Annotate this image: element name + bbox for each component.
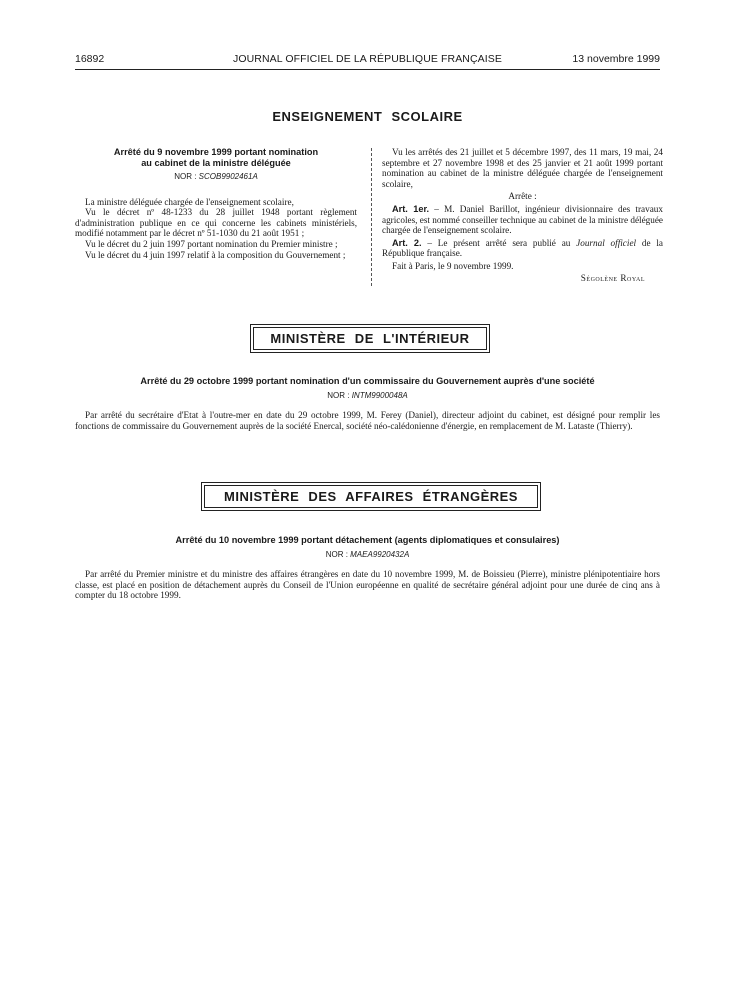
section-title-enseignement: ENSEIGNEMENT SCOLAIRE [272,109,463,124]
page-header [75,53,660,69]
right-column [382,147,663,283]
nor-label: NOR : [174,172,199,181]
column-divider [371,148,373,286]
article-2 [382,238,663,259]
paragraph: Vu le décret du 4 juin 1997 relatif à la composition du Gouvernement ; [85,249,346,260]
article-2-text-b: de la République française. [382,237,663,259]
decree-body-interieur: Par arrêté du secrétaire d'Etat à l'outre-mer en date du 29 octobre 1999, M. Ferey (Daniel), directeur adjoint du cabinet, est désigné pour remplir les fonctions de commissaire du Gouvernement auprès de la société Enercal, société néo-calédonienne d'énergie, en remplacement de M. Lataste (Thierry). [75,410,660,431]
article-2-italic: Journal officiel [576,237,637,248]
article-1-label: Art. 1er. [392,203,430,214]
nor-code: MAEA9920432A [350,550,410,559]
fait-line: Fait à Paris, le 9 novembre 1999. [392,260,514,271]
article-2-label: Art. 2. [392,237,422,248]
decree-body-affaires-etrangeres: Par arrêté du Premier ministre et du ministre des affaires étrangères en date du 10 novembre 1999, M. de Boissieu (Pierre), ministre plénipotentiaire hors classe, est placé en position de détachement auprès du Conseil de l'Union européenne en qualité de secrétaire général adjoint pour une durée de cinq ans à compter du 18 octobre 1999. [75,569,660,601]
nor-reference [75,550,660,559]
header-rule [75,69,660,70]
article-1-text: – M. Daniel Barillot, ingénieur divisionnaire des travaux agricoles, est nommé conseiller technique au cabinet de la ministre déléguée chargée de l'enseignement scolaire. [382,203,663,236]
left-column [75,147,357,260]
decree-title-interieur: Arrêté du 29 octobre 1999 portant nomination d'un commissaire du Gouvernement auprès d'une société [140,376,595,386]
nor-reference [75,391,660,400]
paragraph: Vu les arrêtés des 21 juillet et 5 décembre 1997, des 11 mars, 19 mai, 24 septembre et 27 novembre 1998 et des 25 janvier et 21 août 1999 portant nomination au cabinet de la ministre déléguée chargée de l'enseignement scolaire, [382,147,663,189]
decree-title-line2: au cabinet de la ministre déléguée [141,157,291,168]
nor-label: NOR : [325,550,351,559]
issue-date: 13 novembre 1999 [572,53,660,65]
nor-code: SCOB9902461A [198,172,258,181]
signature: Ségolène Royal [580,272,645,283]
journal-title: JOURNAL OFFICIEL DE LA RÉPUBLIQUE FRANÇAISE [233,53,502,65]
nor-code: INTM9900048A [351,391,408,400]
section-title-interieur: MINISTÈRE DE L'INTÉRIEUR [253,327,487,350]
article-2-text-a: – Le présent arrêté sera publié au [421,237,577,248]
section-title-affaires-etrangeres: MINISTÈRE DES AFFAIRES ÉTRANGÈRES [204,485,538,508]
nor-label: NOR : [327,391,352,400]
paragraph: Vu le décret du 2 juin 1997 portant nomination du Premier ministre ; [85,238,338,249]
article-1 [382,204,663,236]
arrete-line: Arrête : [508,191,537,202]
paragraph: La ministre déléguée chargée de l'enseignement scolaire, [85,196,294,207]
page-number: 16892 [75,53,105,65]
nor-reference [75,172,357,183]
decree-title-affaires-etrangeres: Arrêté du 10 novembre 1999 portant détachement (agents diplomatiques et consulaires) [175,535,560,545]
decree-title-line1: Arrêté du 9 novembre 1999 portant nomination [113,147,319,157]
paragraph: Vu le décret nº 48-1233 du 28 juillet 1948 portant règlement d'administration publique en ce qui concerne les cabinets ministériels, modifié notamment par le décret nº 51-1030 du 21 août 1951 ; [75,207,357,239]
